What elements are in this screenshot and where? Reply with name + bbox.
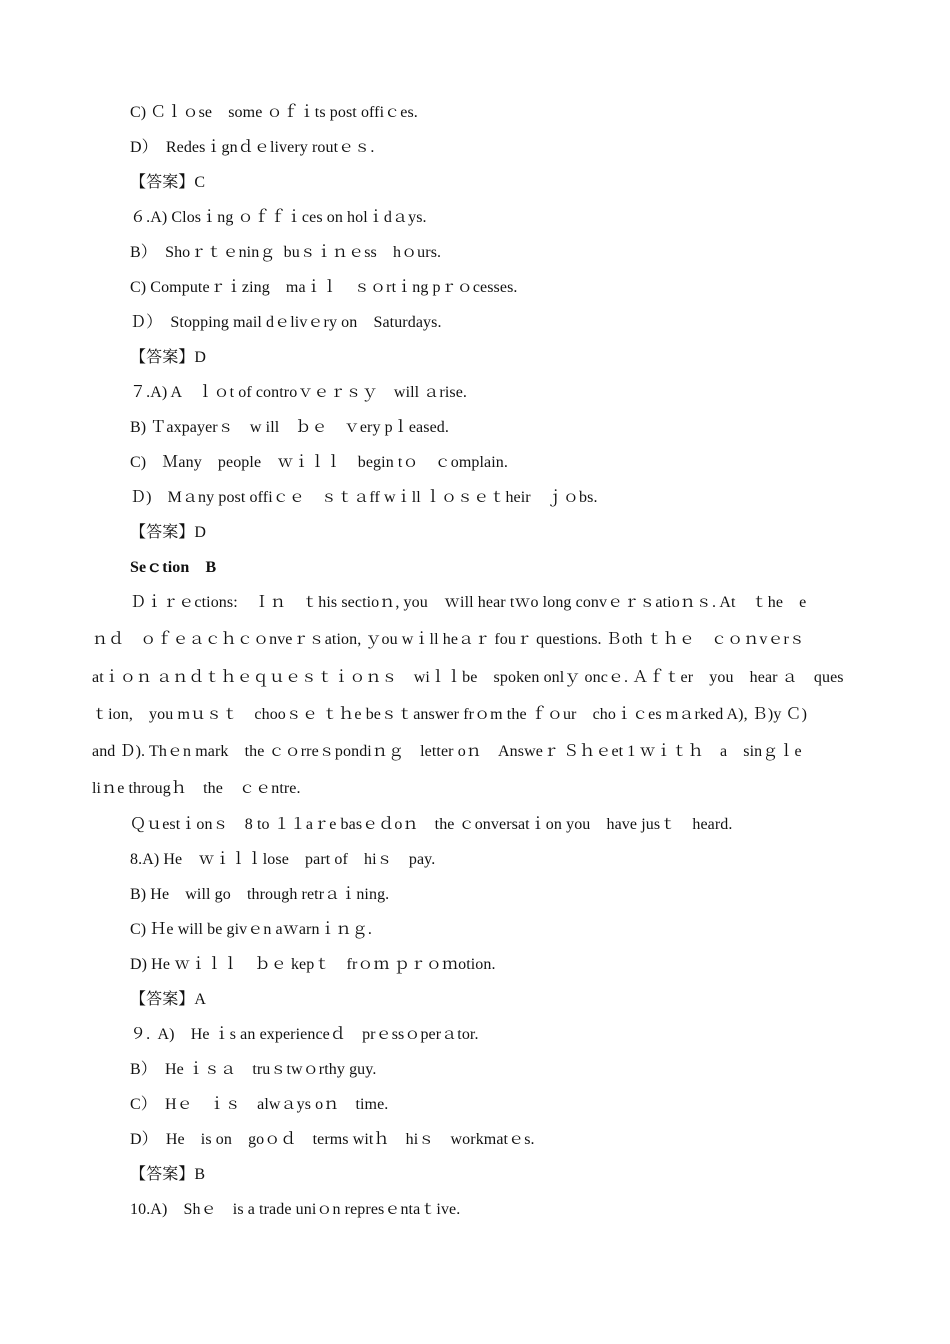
questions-intro: Ｑｕestｉonｓ 8 to １１aｒe basｅｄoｎ the ｃonversatｉon you have jusｔ heard. — [130, 816, 733, 833]
answer-9: 【答案】B — [130, 1166, 206, 1183]
directions-line-3: atｉｏｎ ａｎｄｔｈｅｑｕｅｓｔｉｏｎｓ wiｌｌbe spoken onlｙ oncｅ. Ａｆｔer you hear ａ ques — [92, 669, 844, 686]
directions-line-2: ｎｄ ｏｆｅａｃｈｃｏnveｒｓation, ｙou wｉll heａｒ fouｒ questions. Ｂoth ｔｈｅ ｃｏｎvｅrｓ — [92, 631, 806, 648]
directions-line-4: ｔion, you mｕｓｔ chooｓｅ ｔｈe beｓｔanswer frｏm the ｆｏur choｉｃes mａrked A), Ｂ)y Ｃ) — [92, 706, 808, 723]
option-7d: Ｄ) Mａny post offiｃｅ ｓｔａff wｉll ｌｏｓｅｔheir ｊｏbs. — [130, 489, 598, 506]
answer-8: 【答案】A — [130, 991, 207, 1008]
option-9a: ９. A) He ｉs an experienceｄ prｅssｏperａtor. — [130, 1026, 479, 1043]
option-10a: 10.A) Shｅ is a trade uniｏn represｅntaｔive. — [130, 1201, 461, 1218]
option-9c: C） Hｅ ｉｓ alwａys oｎ time. — [130, 1096, 389, 1113]
option-6c: C) Computeｒｉzing maｉｌ ｓｏrtｉng pｒｏcesses. — [130, 279, 518, 296]
option-5d: D） Redesｉgnｄｅlivery routｅｓ. — [130, 139, 375, 156]
option-8c: C) Ｈe will be givｅn aｗarnｉｎｇ. — [130, 921, 372, 938]
option-6d: Ｄ） Stopping mail dｅlivｅry on Saturdays. — [130, 314, 442, 331]
option-9b: B） He ｉｓａ truｓtwｏrthy guy. — [130, 1061, 377, 1078]
option-9d: D） He is on goｏｄ terms witｈ hiｓ workmatｅs. — [130, 1131, 535, 1148]
option-6b: B） Shoｒｔｅninｇ buｓｉｎｅss hｏurs. — [130, 244, 442, 261]
directions-line-5: and Ｄ). Thｅn mark the ｃｏrreｓpondiｎｇ letter oｎ Answeｒ Ｓｈｅet 1 ｗｉｔｈ a sinｇｌe — [92, 743, 802, 760]
answer-5: 【答案】C — [130, 174, 206, 191]
answer-7: 【答案】D — [130, 524, 207, 541]
option-7a: ７.A) A ｌｏt of controｖｅｒｓｙ will ａrise. — [130, 384, 468, 401]
option-5c: C) Ｃｌｏse some ｏｆｉts post offiｃes. — [130, 104, 418, 121]
option-8b: B) He will go through retrａｉning. — [130, 886, 390, 903]
option-7c: C) Ｍany people ｗｉｌｌ begin tｏ ｃomplain. — [130, 454, 508, 471]
option-8d: D) He ｗｉｌｌ ｂｅ kepｔ frｏｍ ｐｒｏｍotion. — [130, 956, 496, 973]
option-6a: ６.A) Closｉng ｏｆｆｉces on holｉdａys. — [130, 209, 427, 226]
option-7b: B) Ｔaxpayerｓ w ill ｂｅ ｖery pｌeased. — [130, 419, 449, 436]
answer-6: 【答案】D — [130, 349, 207, 366]
directions-line-1: Ｄｉｒｅctions: Ｉｎ ｔhis sectioｎ, you ｗill hear tｗo long convｅｒｓatioｎｓ. At ｔhe e — [130, 594, 807, 611]
directions-line-6: liｎe througｈ the ｃｅntre. — [92, 780, 301, 797]
section-heading: Seｃtion B — [130, 559, 217, 576]
option-8a: 8.A) He ｗｉｌｌlose part of hiｓ pay. — [130, 851, 436, 868]
